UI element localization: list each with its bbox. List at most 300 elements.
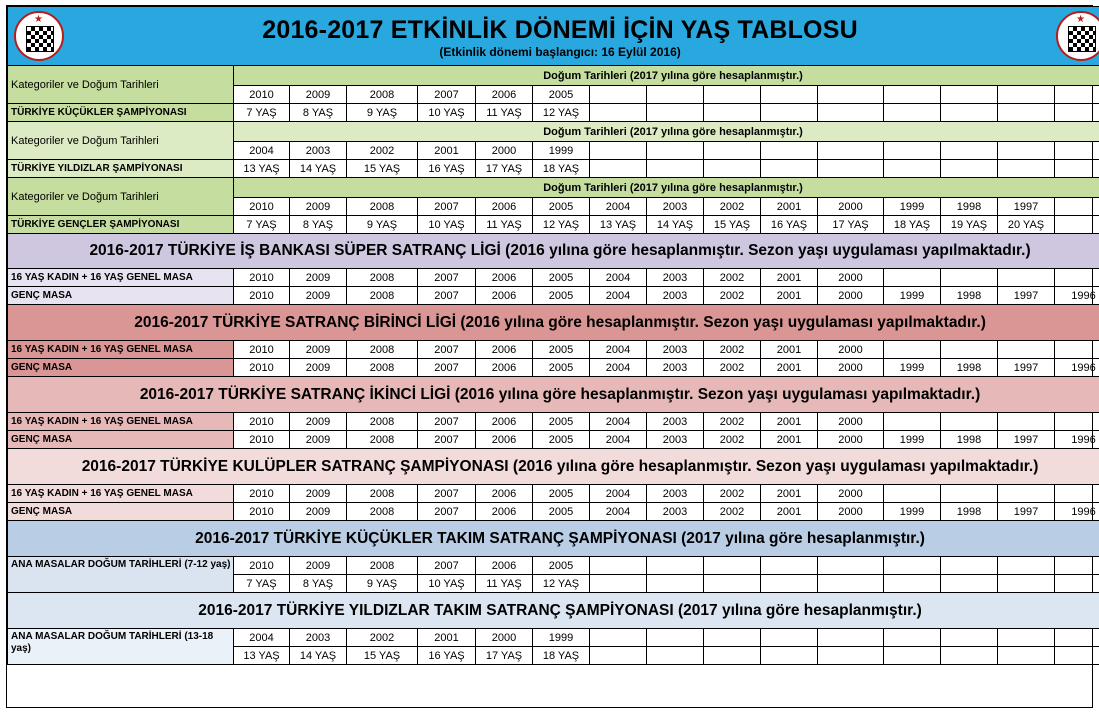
gencler-label: TÜRKİYE GENÇLER ŞAMPİYONASI (8, 216, 234, 234)
super-kadin-row (8, 269, 1099, 287)
table-cell: 2007 (418, 359, 476, 377)
empty-cell (818, 104, 884, 122)
table-cell: 2000 (818, 287, 884, 305)
table-cell: 2007 (418, 557, 476, 575)
kulupler-genc-row (8, 503, 1099, 521)
table-cell: 2007 (418, 485, 476, 503)
table-cell: 2000 (818, 431, 884, 449)
table-cell: 2005 (533, 413, 590, 431)
table-cell: 8 YAŞ (290, 104, 347, 122)
table-cell: 9 YAŞ (347, 575, 418, 593)
empty-cell (647, 557, 704, 575)
federation-logo-left: ★ (14, 11, 64, 61)
table-cell: 2008 (347, 557, 418, 575)
table-cell: 2007 (418, 503, 476, 521)
table-cell: 15 YAŞ (704, 216, 761, 234)
empty-cell (998, 160, 1055, 178)
table-cell: 12 YAŞ (533, 575, 590, 593)
table-cell: 2005 (533, 359, 590, 377)
table-cell: 2008 (347, 413, 418, 431)
empty-cell (704, 575, 761, 593)
table-cell: 1998 (941, 503, 998, 521)
empty-cell (884, 269, 941, 287)
table-cell: 2005 (533, 485, 590, 503)
table-cell: 2004 (234, 629, 290, 647)
empty-cell (1055, 198, 1099, 216)
empty-cell (647, 575, 704, 593)
empty-cell (884, 413, 941, 431)
table-cell: 2009 (290, 557, 347, 575)
kulupler-kadin-row (8, 485, 1099, 503)
table-cell: 14 YAŞ (290, 647, 347, 665)
table-cell: 1998 (941, 431, 998, 449)
empty-cell (818, 647, 884, 665)
empty-cell (704, 557, 761, 575)
table-cell: 2007 (418, 431, 476, 449)
table-cell: 2002 (704, 341, 761, 359)
table-cell: 2003 (290, 629, 347, 647)
ana-masa-kucuk-label: ANA MASALAR DOĞUM TARİHLERİ (7-12 yaş) (8, 557, 234, 593)
table-cell: 10 YAŞ (418, 104, 476, 122)
empty-cell (818, 575, 884, 593)
table-cell: 2006 (476, 86, 533, 104)
table-cell: 2003 (647, 413, 704, 431)
age-table-sheet (6, 5, 1096, 708)
table-cell: 14 YAŞ (290, 160, 347, 178)
table-cell: 1998 (941, 359, 998, 377)
empty-cell (884, 142, 941, 160)
empty-cell (1055, 485, 1099, 503)
table-cell: 9 YAŞ (347, 216, 418, 234)
empty-cell (1055, 557, 1099, 575)
table-cell: 2008 (347, 431, 418, 449)
table-cell: 2002 (704, 413, 761, 431)
table-cell: 7 YAŞ (234, 216, 290, 234)
empty-cell (818, 557, 884, 575)
empty-cell (1055, 341, 1099, 359)
table-cell: 2005 (533, 557, 590, 575)
table-cell: 1997 (998, 198, 1055, 216)
clubs-championship-header: 2016-2017 TÜRKİYE KULÜPLER SATRANÇ ŞAMPİYONASI (2016 yılına göre hesaplanmıştır. Sezon yaşı uygulaması yapılmaktadır.) (8, 449, 1099, 485)
empty-cell (1055, 647, 1099, 665)
table-cell: 1998 (941, 198, 998, 216)
table-cell: 2003 (647, 341, 704, 359)
table-cell: 2006 (476, 431, 533, 449)
empty-cell (941, 647, 998, 665)
table-cell: 2004 (590, 485, 647, 503)
table-cell: 2005 (533, 341, 590, 359)
ikinci-genc-row (8, 431, 1099, 449)
table-cell: 8 YAŞ (290, 575, 347, 593)
empty-cell (884, 485, 941, 503)
table-cell: 2009 (290, 341, 347, 359)
table-cell: 19 YAŞ (941, 216, 998, 234)
page-subtitle: (Etkinlik dönemi başlangıcı: 16 Eylül 2016) (439, 45, 681, 59)
table-cell: 2010 (234, 86, 290, 104)
table-cell: 1999 (884, 287, 941, 305)
table-cell: 2000 (818, 198, 884, 216)
table-cell: 18 YAŞ (533, 647, 590, 665)
table-cell: 11 YAŞ (476, 575, 533, 593)
empty-cell (998, 86, 1055, 104)
table-cell: 2007 (418, 341, 476, 359)
empty-cell (590, 647, 647, 665)
table-cell: 2004 (590, 503, 647, 521)
table-cell: 2006 (476, 341, 533, 359)
empty-cell (761, 647, 818, 665)
table-cell: 2009 (290, 503, 347, 521)
table-cell: 1996 (1055, 359, 1099, 377)
table-cell: 2000 (818, 341, 884, 359)
genc-masa-label: GENÇ MASA (8, 431, 234, 449)
table-cell: 20 YAŞ (998, 216, 1055, 234)
table-cell: 2001 (418, 629, 476, 647)
table-cell: 2001 (761, 341, 818, 359)
table-cell: 2008 (347, 86, 418, 104)
table-cell: 2003 (647, 287, 704, 305)
second-league-header: 2016-2017 TÜRKİYE SATRANÇ İKİNCİ LİGİ (2016 yılına göre hesaplanmıştır. Sezon yaşı uygulaması yapılmaktadır.) (8, 377, 1099, 413)
table-cell: 2001 (761, 359, 818, 377)
empty-cell (1055, 269, 1099, 287)
empty-cell (941, 86, 998, 104)
empty-cell (704, 647, 761, 665)
table-cell: 17 YAŞ (476, 160, 533, 178)
table-cell: 1996 (1055, 287, 1099, 305)
empty-cell (1055, 142, 1099, 160)
empty-cell (818, 142, 884, 160)
empty-cell (704, 104, 761, 122)
table-cell: 2002 (347, 142, 418, 160)
table-cell: 1996 (1055, 431, 1099, 449)
empty-cell (818, 86, 884, 104)
table-cell: 2010 (234, 341, 290, 359)
table-cell: 2002 (704, 359, 761, 377)
table-cell: 1997 (998, 431, 1055, 449)
birth-dates-header: Doğum Tarihleri (2017 yılına göre hesaplanmıştır.) (234, 178, 1099, 198)
table-cell: 17 YAŞ (476, 647, 533, 665)
birinci-genc-row (8, 359, 1099, 377)
table-cell: 2010 (234, 485, 290, 503)
yildizlar-team-years-row (8, 629, 1099, 647)
empty-cell (761, 142, 818, 160)
empty-cell (941, 104, 998, 122)
table-cell: 2008 (347, 341, 418, 359)
table-cell: 2003 (647, 503, 704, 521)
kucukler-ages-row (8, 104, 1099, 122)
table-cell: 2008 (347, 198, 418, 216)
birth-dates-header: Doğum Tarihleri (2017 yılına göre hesaplanmıştır.) (234, 122, 1099, 142)
empty-cell (818, 160, 884, 178)
table-cell: 2010 (234, 287, 290, 305)
yildizlar-ages-row (8, 160, 1099, 178)
kadin16-label: 16 YAŞ KADIN + 16 YAŞ GENEL MASA (8, 413, 234, 431)
federation-logo-right: ★ (1056, 11, 1099, 61)
table-cell: 1997 (998, 359, 1055, 377)
table-cell: 2010 (234, 198, 290, 216)
table-cell: 2007 (418, 86, 476, 104)
table-cell: 2002 (704, 287, 761, 305)
super-league-header: 2016-2017 TÜRKİYE İŞ BANKASI SÜPER SATRANÇ LİGİ (2016 yılına göre hesaplanmıştır. Sezon yaşı uygulaması yapılmaktadır.) (8, 234, 1099, 269)
table-cell: 1999 (884, 359, 941, 377)
table-cell: 2009 (290, 287, 347, 305)
empty-cell (998, 413, 1055, 431)
empty-cell (884, 629, 941, 647)
table-cell: 11 YAŞ (476, 216, 533, 234)
genc-masa-label: GENÇ MASA (8, 503, 234, 521)
table-cell: 2008 (347, 503, 418, 521)
table-cell: 2007 (418, 269, 476, 287)
empty-cell (998, 647, 1055, 665)
page-title: 2016-2017 ETKİNLİK DÖNEMİ İÇİN YAŞ TABLOSU (262, 16, 858, 44)
table-cell: 2004 (590, 198, 647, 216)
table-cell: 13 YAŞ (234, 647, 290, 665)
table-cell: 18 YAŞ (884, 216, 941, 234)
table-cell: 1999 (884, 198, 941, 216)
empty-cell (1055, 629, 1099, 647)
empty-cell (761, 557, 818, 575)
first-league-header: 2016-2017 TÜRKİYE SATRANÇ BİRİNCİ LİGİ (2016 yılına göre hesaplanmıştır. Sezon yaşı uygulaması yapılmaktadır.) (8, 305, 1099, 341)
empty-cell (884, 104, 941, 122)
empty-cell (941, 629, 998, 647)
empty-cell (590, 142, 647, 160)
table-cell: 2003 (647, 431, 704, 449)
empty-cell (761, 86, 818, 104)
empty-cell (647, 647, 704, 665)
table-cell: 18 YAŞ (533, 160, 590, 178)
table-cell: 2004 (590, 413, 647, 431)
table-cell: 2002 (347, 629, 418, 647)
empty-cell (998, 341, 1055, 359)
table-cell: 15 YAŞ (347, 647, 418, 665)
empty-cell (761, 160, 818, 178)
table-cell: 2002 (704, 485, 761, 503)
table-cell: 1999 (533, 142, 590, 160)
empty-cell (647, 160, 704, 178)
table-cell: 1999 (884, 503, 941, 521)
empty-cell (704, 142, 761, 160)
empty-cell (647, 142, 704, 160)
empty-cell (590, 104, 647, 122)
table-cell: 2006 (476, 557, 533, 575)
empty-cell (590, 86, 647, 104)
table-cell: 2009 (290, 413, 347, 431)
table-cell: 2003 (647, 198, 704, 216)
table-cell: 2009 (290, 198, 347, 216)
table-cell: 2002 (704, 198, 761, 216)
table-cell: 1999 (533, 629, 590, 647)
empty-cell (998, 104, 1055, 122)
empty-cell (998, 142, 1055, 160)
kucukler-label: TÜRKİYE KÜÇÜKLER ŞAMPİYONASI (8, 104, 234, 122)
table-cell: 2008 (347, 269, 418, 287)
empty-cell (704, 86, 761, 104)
kadin16-label: 16 YAŞ KADIN + 16 YAŞ GENEL MASA (8, 485, 234, 503)
empty-cell (1055, 104, 1099, 122)
empty-cell (998, 557, 1055, 575)
birth-dates-header: Doğum Tarihleri (2017 yılına göre hesaplanmıştır.) (234, 66, 1099, 86)
table-cell: 2006 (476, 287, 533, 305)
table-cell: 2007 (418, 287, 476, 305)
ana-masa-yildiz-label: ANA MASALAR DOĞUM TARİHLERİ (13-18 yaş) (8, 629, 234, 665)
table-cell: 2002 (704, 269, 761, 287)
yildizlar-team-header: 2016-2017 TÜRKİYE YILDIZLAR TAKIM SATRANÇ ŞAMPİYONASI (2017 yılına göre hesaplanmıştır.) (8, 593, 1099, 629)
empty-cell (761, 104, 818, 122)
empty-cell (941, 413, 998, 431)
table-cell: 2005 (533, 86, 590, 104)
table-cell: 9 YAŞ (347, 104, 418, 122)
table-cell: 2004 (590, 359, 647, 377)
empty-cell (998, 629, 1055, 647)
empty-cell (998, 269, 1055, 287)
table-cell: 2001 (761, 431, 818, 449)
table-cell: 1997 (998, 287, 1055, 305)
empty-cell (884, 647, 941, 665)
empty-cell (941, 485, 998, 503)
table-cell: 2010 (234, 413, 290, 431)
empty-cell (647, 86, 704, 104)
table-cell: 2001 (761, 485, 818, 503)
empty-cell (941, 575, 998, 593)
table-cell: 2000 (476, 142, 533, 160)
table-cell: 16 YAŞ (418, 160, 476, 178)
super-genc-row (8, 287, 1099, 305)
table-cell: 2009 (290, 359, 347, 377)
table-cell: 7 YAŞ (234, 575, 290, 593)
table-cell: 2006 (476, 485, 533, 503)
category-label: Kategoriler ve Doğum Tarihleri (8, 66, 234, 104)
empty-cell (761, 629, 818, 647)
table-cell: 1999 (884, 431, 941, 449)
empty-cell (1055, 575, 1099, 593)
table-cell: 13 YAŞ (234, 160, 290, 178)
empty-cell (761, 575, 818, 593)
table-cell: 2005 (533, 269, 590, 287)
table-cell: 2004 (590, 287, 647, 305)
table-cell: 2008 (347, 485, 418, 503)
table-cell: 2006 (476, 503, 533, 521)
table-cell: 2000 (818, 413, 884, 431)
empty-cell (941, 557, 998, 575)
empty-cell (941, 160, 998, 178)
yildizlar-label: TÜRKİYE YILDIZLAR ŞAMPİYONASI (8, 160, 234, 178)
table-cell: 2001 (418, 142, 476, 160)
kucukler-team-years-row (8, 557, 1099, 575)
title-banner (8, 7, 1099, 66)
kucukler-team-header: 2016-2017 TÜRKİYE KÜÇÜKLER TAKIM SATRANÇ ŞAMPİYONASI (2017 yılına göre hesaplanmıştır.) (8, 521, 1099, 557)
empty-cell (1055, 86, 1099, 104)
empty-cell (704, 629, 761, 647)
table-cell: 2009 (290, 86, 347, 104)
kadin16-label: 16 YAŞ KADIN + 16 YAŞ GENEL MASA (8, 341, 234, 359)
empty-cell (884, 341, 941, 359)
empty-cell (884, 160, 941, 178)
gencler-ages-row (8, 216, 1099, 234)
table-cell: 2006 (476, 198, 533, 216)
table-cell: 2001 (761, 287, 818, 305)
table-cell: 10 YAŞ (418, 575, 476, 593)
empty-cell (884, 86, 941, 104)
empty-cell (998, 485, 1055, 503)
table-cell: 2009 (290, 269, 347, 287)
table-cell: 2001 (761, 503, 818, 521)
empty-cell (998, 575, 1055, 593)
empty-cell (1055, 413, 1099, 431)
table-cell: 2004 (590, 269, 647, 287)
table-cell: 2003 (647, 485, 704, 503)
table-cell: 2000 (818, 485, 884, 503)
table-cell: 2010 (234, 503, 290, 521)
table-cell: 13 YAŞ (590, 216, 647, 234)
genc-masa-label: GENÇ MASA (8, 359, 234, 377)
table-cell: 11 YAŞ (476, 104, 533, 122)
table-cell: 2010 (234, 431, 290, 449)
empty-cell (1055, 160, 1099, 178)
empty-cell (590, 575, 647, 593)
table-cell: 2004 (234, 142, 290, 160)
table-cell: 2000 (818, 269, 884, 287)
table-cell: 2005 (533, 503, 590, 521)
table-cell: 2010 (234, 269, 290, 287)
table-cell: 2008 (347, 359, 418, 377)
table-cell: 1997 (998, 503, 1055, 521)
table-cell: 8 YAŞ (290, 216, 347, 234)
table-cell: 2000 (818, 503, 884, 521)
empty-cell (818, 629, 884, 647)
category-label: Kategoriler ve Doğum Tarihleri (8, 178, 234, 216)
table-cell: 2002 (704, 503, 761, 521)
table-cell: 2003 (647, 269, 704, 287)
table-cell: 2002 (704, 431, 761, 449)
table-cell: 2005 (533, 287, 590, 305)
table-cell: 2001 (761, 198, 818, 216)
empty-cell (1055, 216, 1099, 234)
genc-masa-label: GENÇ MASA (8, 287, 234, 305)
table-cell: 2005 (533, 198, 590, 216)
empty-cell (590, 629, 647, 647)
empty-cell (647, 104, 704, 122)
table-cell: 2007 (418, 413, 476, 431)
table-cell: 2001 (761, 413, 818, 431)
table-cell: 2009 (290, 431, 347, 449)
table-cell: 2008 (347, 287, 418, 305)
empty-cell (884, 557, 941, 575)
empty-cell (590, 160, 647, 178)
table-cell: 12 YAŞ (533, 104, 590, 122)
category-label: Kategoriler ve Doğum Tarihleri (8, 122, 234, 160)
ikinci-kadin-row (8, 413, 1099, 431)
age-table (7, 6, 1099, 665)
table-cell: 16 YAŞ (418, 647, 476, 665)
table-cell: 2003 (647, 359, 704, 377)
empty-cell (941, 142, 998, 160)
table-cell: 2009 (290, 485, 347, 503)
table-cell: 12 YAŞ (533, 216, 590, 234)
table-cell: 2010 (234, 557, 290, 575)
birinci-kadin-row (8, 341, 1099, 359)
table-cell: 15 YAŞ (347, 160, 418, 178)
table-cell: 2006 (476, 413, 533, 431)
empty-cell (590, 557, 647, 575)
table-cell: 2004 (590, 341, 647, 359)
table-cell: 1996 (1055, 503, 1099, 521)
table-cell: 2000 (476, 629, 533, 647)
table-cell: 7 YAŞ (234, 104, 290, 122)
table-cell: 16 YAŞ (761, 216, 818, 234)
empty-cell (884, 575, 941, 593)
table-cell: 10 YAŞ (418, 216, 476, 234)
table-cell: 2004 (590, 431, 647, 449)
table-cell: 14 YAŞ (647, 216, 704, 234)
